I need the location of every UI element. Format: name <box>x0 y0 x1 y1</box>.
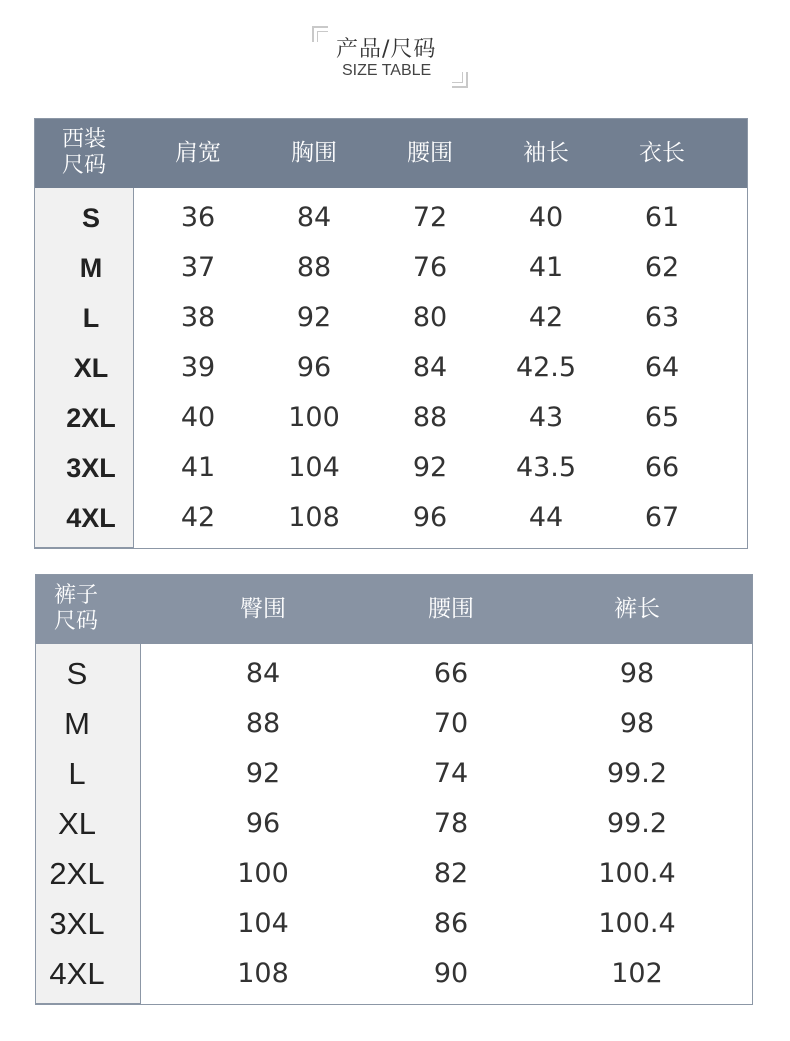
column-header: 裤长 <box>614 596 660 622</box>
table-cell: 39 <box>180 352 216 383</box>
table-row <box>36 699 752 749</box>
table-row <box>35 443 747 493</box>
suit-table-header <box>35 119 747 188</box>
table-cell: 42 <box>528 302 564 333</box>
table-cell: 88 <box>412 402 448 433</box>
table-cell: 43.5 <box>515 452 577 483</box>
column-header: 腰围 <box>428 596 474 622</box>
table-cell: 37 <box>180 252 216 283</box>
table-cell: 78 <box>433 808 469 839</box>
size-label: M <box>64 706 90 741</box>
table-row <box>35 493 747 543</box>
size-label: M <box>79 253 103 283</box>
table-cell: 108 <box>288 502 340 533</box>
table-cell: 99.2 <box>606 758 668 789</box>
size-label: 2XL <box>66 403 116 433</box>
table-cell: 66 <box>644 452 680 483</box>
table-cell: 62 <box>644 252 680 283</box>
table-row <box>36 799 752 849</box>
table-row <box>35 393 747 443</box>
table-cell: 104 <box>237 908 289 939</box>
table-cell: 42.5 <box>515 352 577 383</box>
column-header: 胸围 <box>291 140 337 166</box>
table-cell: 41 <box>180 452 216 483</box>
size-label: L <box>82 303 100 333</box>
table-cell: 43 <box>528 402 564 433</box>
table-cell: 96 <box>245 808 281 839</box>
table-cell: 44 <box>528 502 564 533</box>
table-cell: 100.4 <box>598 908 676 939</box>
table-cell: 99.2 <box>606 808 668 839</box>
column-header: 袖长 <box>523 140 569 166</box>
table-cell: 90 <box>433 958 469 989</box>
table-cell: 96 <box>296 352 332 383</box>
table-cell: 42 <box>180 502 216 533</box>
size-label: 4XL <box>49 956 105 991</box>
pants-size-table <box>35 574 753 1005</box>
size-label: L <box>68 756 86 791</box>
table-cell: 61 <box>644 202 680 233</box>
table-cell: 82 <box>433 858 469 889</box>
table-row <box>36 649 752 699</box>
size-label: 2XL <box>49 856 105 891</box>
table-row <box>35 293 747 343</box>
table-cell: 102 <box>611 958 663 989</box>
table-cell: 36 <box>180 202 216 233</box>
table-row <box>35 343 747 393</box>
table-row <box>36 949 752 999</box>
size-label: S <box>66 656 88 691</box>
table-row <box>36 849 752 899</box>
size-label: 3XL <box>49 906 105 941</box>
pants-table-header <box>36 575 752 644</box>
table-cell: 88 <box>245 708 281 739</box>
table-cell: 41 <box>528 252 564 283</box>
table-cell: 72 <box>412 202 448 233</box>
table-cell: 96 <box>412 502 448 533</box>
title-main: 产品/尺码 <box>336 37 437 62</box>
table-cell: 63 <box>644 302 680 333</box>
table-cell: 104 <box>288 452 340 483</box>
table-cell: 98 <box>619 708 655 739</box>
table-cell: 80 <box>412 302 448 333</box>
table-cell: 84 <box>412 352 448 383</box>
corner-bracket-bottom-right-icon <box>452 72 468 88</box>
size-label: S <box>81 203 100 233</box>
table-cell: 40 <box>180 402 216 433</box>
table-cell: 74 <box>433 758 469 789</box>
table-cell: 66 <box>433 658 469 689</box>
size-label: XL <box>58 806 96 841</box>
table-cell: 92 <box>296 302 332 333</box>
table-cell: 38 <box>180 302 216 333</box>
column-header: 腰围 <box>407 140 453 166</box>
column-header: 肩宽 <box>175 140 221 166</box>
table-cell: 65 <box>644 402 680 433</box>
table-cell: 92 <box>245 758 281 789</box>
table-row <box>36 749 752 799</box>
table-cell: 70 <box>433 708 469 739</box>
pants-corner-label <box>36 575 116 635</box>
table-cell: 67 <box>644 502 680 533</box>
suit-corner-label <box>35 119 133 179</box>
table-row <box>35 243 747 293</box>
size-label: XL <box>73 353 109 383</box>
size-label: 3XL <box>66 453 116 483</box>
table-cell: 88 <box>296 252 332 283</box>
title-sub: SIZE TABLE <box>342 62 432 79</box>
table-cell: 64 <box>644 352 680 383</box>
corner-label-line-2: 尺码 <box>53 609 98 634</box>
table-cell: 98 <box>619 658 655 689</box>
column-header: 臀围 <box>240 596 286 622</box>
corner-label-line-2: 尺码 <box>61 153 106 178</box>
table-cell: 100 <box>237 858 289 889</box>
table-cell: 100 <box>288 402 340 433</box>
corner-bracket-top-left-icon <box>312 26 328 42</box>
table-cell: 76 <box>412 252 448 283</box>
column-header: 衣长 <box>639 140 685 166</box>
table-row <box>35 193 747 243</box>
table-cell: 92 <box>412 452 448 483</box>
corner-label-line-1: 裤子 <box>53 583 98 608</box>
suit-size-table <box>34 118 748 549</box>
table-cell: 40 <box>528 202 564 233</box>
table-row <box>36 899 752 949</box>
table-cell: 108 <box>237 958 289 989</box>
table-cell: 86 <box>433 908 469 939</box>
section-title <box>310 24 470 90</box>
table-cell: 84 <box>245 658 281 689</box>
table-cell: 84 <box>296 202 332 233</box>
table-cell: 100.4 <box>598 858 676 889</box>
corner-label-line-1: 西装 <box>61 127 106 152</box>
size-label: 4XL <box>66 503 116 533</box>
